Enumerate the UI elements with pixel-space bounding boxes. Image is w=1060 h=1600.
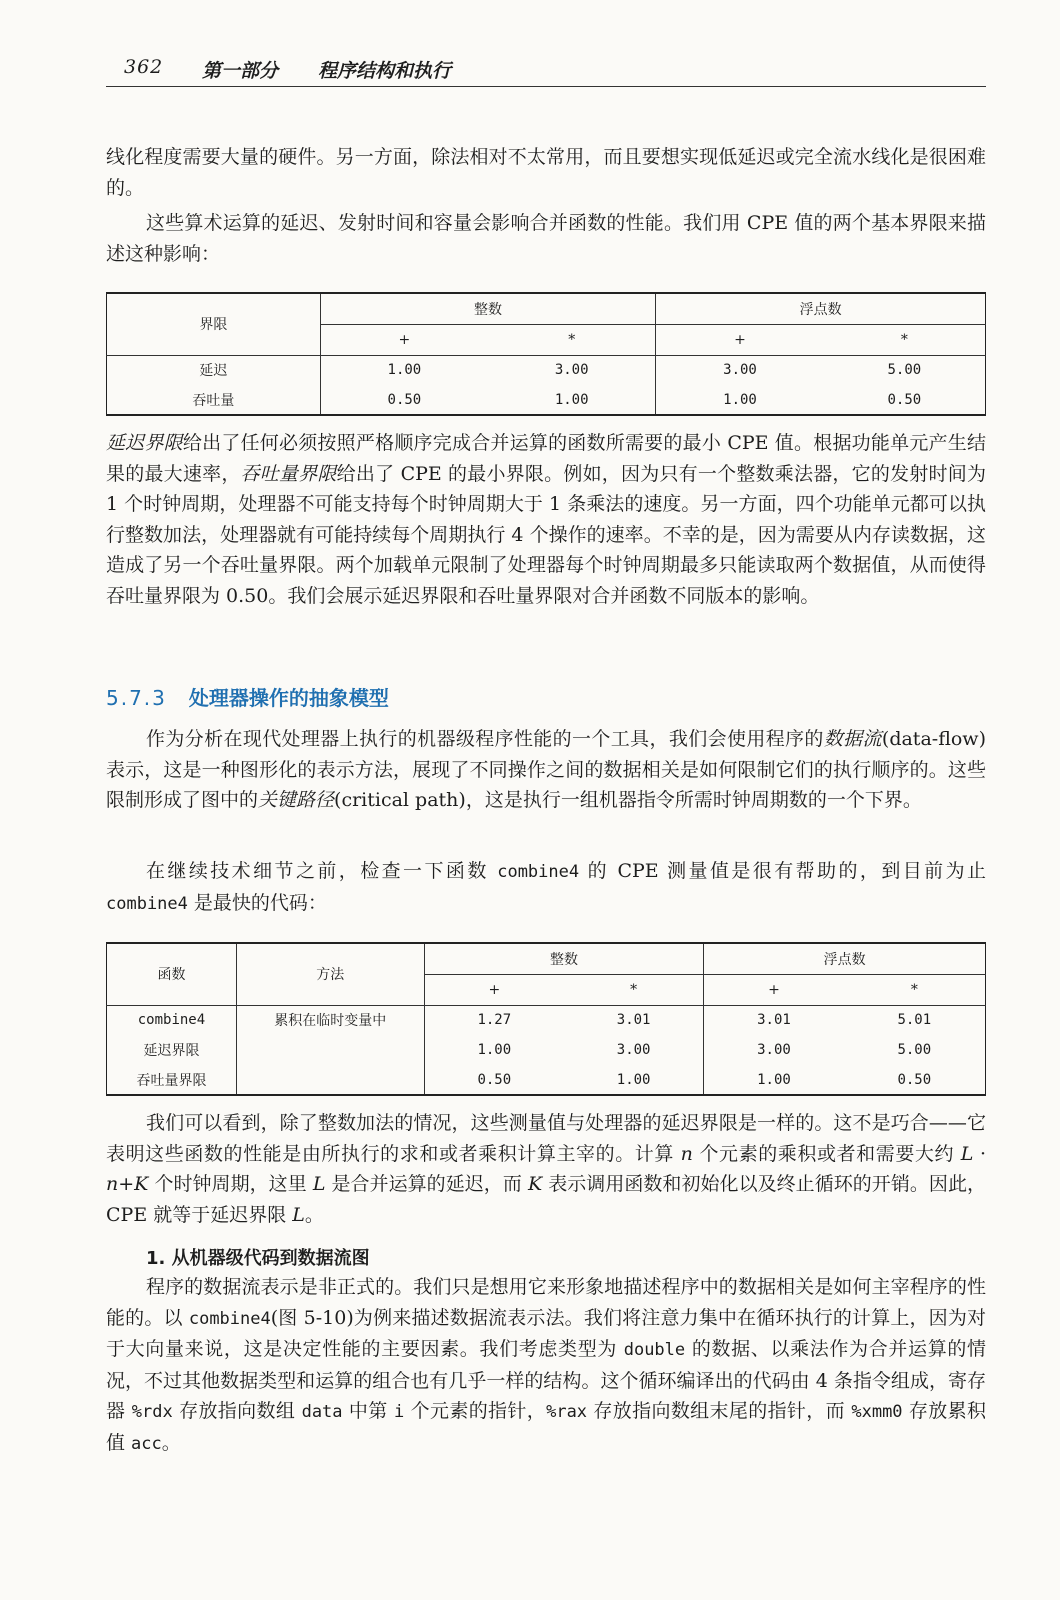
- section-number: 5.7.3: [106, 686, 167, 710]
- cell-value: 3.00: [723, 362, 757, 379]
- table-row: [107, 1005, 986, 1035]
- paragraph-6-text-c: ·: [973, 1142, 986, 1165]
- paragraph-3-text-a: 给出了任何必须按照严格顺序完成合并运算的函数所需要的最小 CPE 值。根据功能单元产生结果的最大速率，: [106, 432, 986, 485]
- term-throughput-bound: 吞吐量界限: [240, 462, 337, 485]
- var-K: K: [527, 1173, 543, 1195]
- section-title-text: 处理器操作的抽象模型: [188, 686, 389, 710]
- cell-value: 0.50: [387, 391, 422, 408]
- paragraph-4: [106, 724, 986, 816]
- table-row: [107, 385, 986, 415]
- paragraph-2: 这些算术运算的延迟、发射时间和容量会影响合并函数的性能。我们用 CPE 值的两个基本界限来描述这种影响：: [106, 212, 986, 265]
- code-rax: %rax: [546, 1402, 588, 1422]
- cell-value: 1.27: [477, 1012, 512, 1029]
- row-label: 吞吐量界限: [107, 1065, 237, 1095]
- paragraph-4-text-c: (critical path)，这是执行一组机器指令所需时钟周期数的一个下界。: [334, 789, 922, 811]
- var-n: n: [680, 1142, 693, 1165]
- paragraph-6: [106, 1108, 986, 1230]
- header-int-add: +: [320, 324, 488, 355]
- cell-value: 5.00: [897, 1042, 932, 1058]
- paragraph-6-text-a: 我们可以看到，除了整数加法的情况，这些测量值与处理器的延迟界限是一样的。这不是巧合——它表明这些函数的性能是由所执行的求和或者乘积计算主宰的。计算: [106, 1112, 986, 1165]
- paragraph-3-text-b: 给出了 CPE 的最小界限。例如，因为只有一个整数乘法器，它的发射时间为 1 个时钟周期，处理器不可能支持每个时钟周期大于 1 条乘法的速度。另一方面，四个功能单元都可以执行整数加法，处理器就有可能持续每个周期执行 4 个操作的速率。不幸的是，因为需要从内存读数据，这造成了另一个吞吐量界限。两个加载单元限制了处理器每个时钟周期最多只能读取两个数据值，从而使得吞吐量界限为 0.50。我们会展示延迟界限和吞吐量界限对合并函数不同版本的影响。: [106, 462, 986, 607]
- header-integer: 整数: [320, 293, 656, 324]
- code-data: data: [301, 1402, 343, 1422]
- header-integer: 整数: [424, 943, 704, 974]
- code-i: i: [394, 1402, 405, 1422]
- cell-value: 0.50: [477, 1071, 512, 1088]
- code-xmm0: %xmm0: [851, 1402, 903, 1422]
- paragraph-7-text-i: 。: [161, 1431, 181, 1454]
- header-fp-add: +: [656, 324, 824, 355]
- header-int-mul: *: [488, 324, 656, 355]
- paragraph-7-text-h: 存放累积值: [106, 1400, 986, 1454]
- running-header: [106, 52, 986, 87]
- chapter-title: 程序结构和执行: [318, 60, 452, 82]
- section-heading: [106, 682, 986, 711]
- cell-value: 1.00: [723, 391, 757, 408]
- code-double: double: [623, 1340, 686, 1360]
- term-data-flow: 数据流: [823, 728, 882, 750]
- subsection-heading: 1. 从机器级代码到数据流图: [146, 1248, 370, 1269]
- paragraph-6-text-g: 表示调用函数和初始化以及终止循环的开销。因此，CPE 就等于延迟界限: [106, 1173, 986, 1226]
- paragraph-6-text-f: 是合并运算的延迟，而: [325, 1173, 528, 1195]
- combine4-cpe-table: [106, 942, 986, 1096]
- header-int-mul: *: [564, 974, 704, 1005]
- header-fp-mul: *: [844, 974, 986, 1005]
- table-row: [107, 1065, 986, 1095]
- table-row: [107, 1035, 986, 1065]
- cell-value: 1.00: [477, 1042, 512, 1058]
- paragraph-7-text-d: 存放指向数组: [172, 1400, 302, 1422]
- row-label: 延迟: [107, 355, 321, 385]
- cell-value: 5.01: [897, 1012, 932, 1029]
- header-float: 浮点数: [656, 293, 986, 324]
- paragraph-6-text-d: +: [118, 1173, 135, 1195]
- paragraph-4-text-b: (data-flow)表示，这是一种图形化的表示方法，展现了不同操作之间的数据相关是如何限制它们的执行顺序的。这些限制形成了图中的: [106, 728, 986, 811]
- paragraph-7: [106, 1272, 986, 1459]
- term-critical-path: 关键路径: [258, 789, 335, 811]
- paragraph-5-text-b: 的 CPE 测量值是很有帮助的，到目前为止: [579, 860, 987, 882]
- paragraph-5-text-c: 是最快的代码：: [187, 891, 327, 914]
- paragraph-7-text-e: 中第: [342, 1400, 395, 1422]
- row-method-empty: [236, 1065, 424, 1095]
- var-L: L: [292, 1203, 305, 1226]
- header-function: 函数: [107, 943, 237, 1005]
- paragraph-4-text-a: 作为分析在现代处理器上执行的机器级程序性能的一个工具，我们会使用程序的: [146, 728, 824, 750]
- cell-value: 1.00: [564, 1065, 704, 1095]
- bounds-table: [106, 292, 986, 416]
- paragraph-7-text-a: 程序的数据流表示是非正式的。我们只是想用它来形象地描述程序中的数据相关是如何主宰程序的性能的。以: [106, 1276, 986, 1329]
- cell-value: 3.00: [488, 355, 656, 385]
- paragraph-7-text-g: 存放指向数组末尾的指针，而: [587, 1400, 852, 1422]
- header-float: 浮点数: [704, 943, 986, 974]
- paragraph-6-text-h: 。: [304, 1203, 324, 1226]
- header-int-add: +: [424, 974, 564, 1005]
- header-fp-mul: *: [824, 324, 986, 355]
- var-K: K: [134, 1173, 149, 1195]
- row-label: 吞吐量: [107, 385, 321, 415]
- row-method: 累积在临时变量中: [236, 1005, 424, 1035]
- part-title: 第一部分: [202, 60, 279, 82]
- cell-value: 5.00: [887, 362, 922, 379]
- code-combine4: combine4: [497, 862, 580, 882]
- paragraph-1: 线化程度需要大量的硬件。另一方面，除法相对不太常用，而且要想实现低延迟或完全流水线化是很困难的。: [106, 146, 986, 199]
- cell-value: 0.50: [897, 1071, 932, 1088]
- code-rdx: %rdx: [131, 1402, 173, 1422]
- code-combine4: combine4: [106, 893, 188, 914]
- cell-value: 3.01: [564, 1005, 704, 1035]
- paragraph-3: [106, 428, 986, 611]
- header-bound: 界限: [107, 293, 321, 355]
- var-n: n: [106, 1173, 119, 1195]
- var-L: L: [960, 1142, 974, 1165]
- cell-value: 1.00: [757, 1071, 791, 1088]
- code-combine4: combine4: [188, 1308, 271, 1329]
- paragraph-6-text-b: 个元素的乘积或者和需要大约: [692, 1142, 961, 1165]
- paragraph-7-text-c: 的数据、以乘法作为合并运算的情况，不过其他数据类型和运算的组合也有几乎一样的结构。这个循环编译出的代码由 4 条指令组成，寄存器: [106, 1338, 986, 1422]
- cell-value: 1.00: [488, 385, 656, 415]
- table-row: [107, 355, 986, 385]
- cell-value: 0.50: [887, 391, 922, 408]
- paragraph-5-text-a: 在继续技术细节之前，检查一下函数: [146, 860, 498, 882]
- paragraph-7-text-b: (图 5-10)为例来描述数据流表示法。我们将注意力集中在循环执行的计算上，因为对于大向量来说，这是决定性能的主要因素。我们考虑类型为: [106, 1306, 986, 1360]
- row-method-empty: [236, 1035, 424, 1065]
- cell-value: 1.00: [387, 362, 422, 379]
- row-label: 延迟界限: [107, 1035, 237, 1065]
- paragraph-6-text-e: 个时钟周期，这里: [148, 1173, 313, 1195]
- header-fp-add: +: [704, 974, 844, 1005]
- paragraph-5: [106, 856, 986, 919]
- cell-value: 3.00: [757, 1042, 791, 1058]
- term-latency-bound: 延迟界限: [106, 432, 183, 454]
- var-L: L: [312, 1173, 326, 1195]
- cell-value: 3.01: [757, 1012, 791, 1029]
- paragraph-7-text-f: 个元素的指针，: [404, 1400, 547, 1422]
- page-number: 362: [124, 56, 164, 78]
- code-acc: acc: [131, 1433, 162, 1454]
- row-label: combine4: [107, 1005, 237, 1035]
- header-method: 方法: [236, 943, 424, 1005]
- cell-value: 3.00: [564, 1035, 704, 1065]
